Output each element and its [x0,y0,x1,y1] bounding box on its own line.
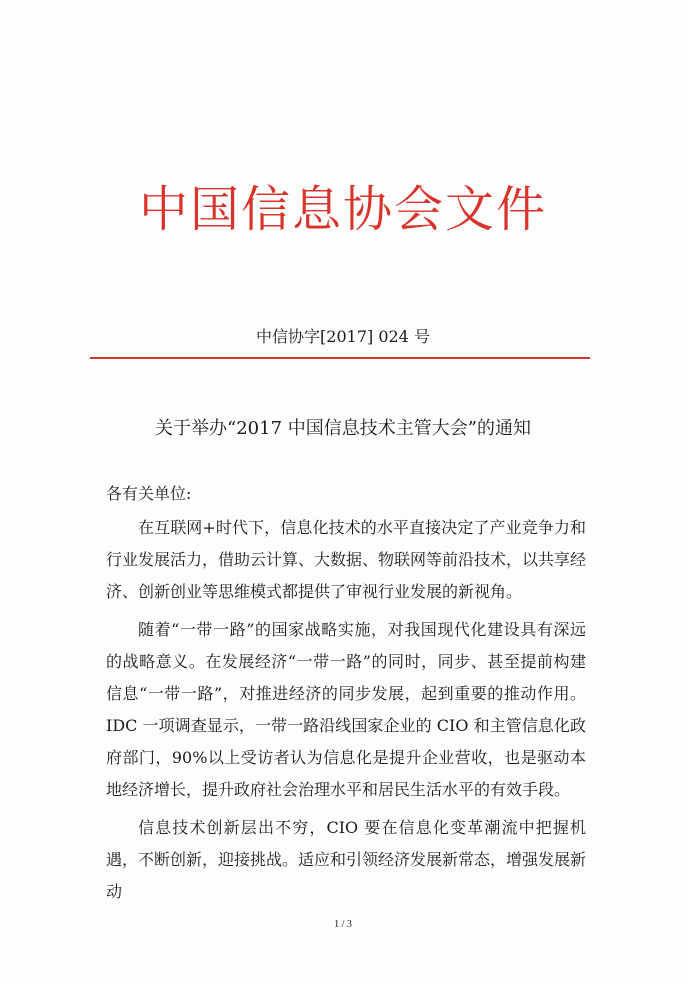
body-paragraph-1: 在互联网+时代下，信息化技术的水平直接决定了产业竞争力和行业发展活力，借助云计算、大数据、物联网等前沿技术，以共享经济、创新创业等思维模式都提供了审视行业发展的新视角。 [106,518,587,601]
addressee-line: 各有关单位: [106,484,192,503]
org-masthead-title: 中国信息协会文件 [138,181,547,238]
page-number: 1 / 3 [334,919,352,930]
notice-body [106,512,586,914]
body-paragraph-2: 随着“一带一路”的国家战略实施，对我国现代化建设具有深远的战略意义。在发展经济“一带一路”的同时，同步、甚至提前构建信息“一带一路”，对推进经济的同步发展，起到重要的推动作用。IDC 一项调查显示，一带一路沿线国家企业的 CIO 和主管信息化政府部门，90%以上受访者认为信息化是提升企业营收，也是驱动本地经济增长，提升政府社会治理水平和居民生活水平的有效手段。 [106,620,586,799]
notice-title: 关于举办“2017 中国信息技术主管大会”的通知 [155,418,531,439]
document-number: 中信协字[2017] 024 号 [256,327,430,346]
red-separator-line [90,357,590,359]
body-paragraph-3: 信息技术创新层出不穷，CIO 要在信息化变革潮流中把握机遇，不断创新，迎接挑战。适应和引领经济发展新常态，增强发展新动 [106,818,587,901]
